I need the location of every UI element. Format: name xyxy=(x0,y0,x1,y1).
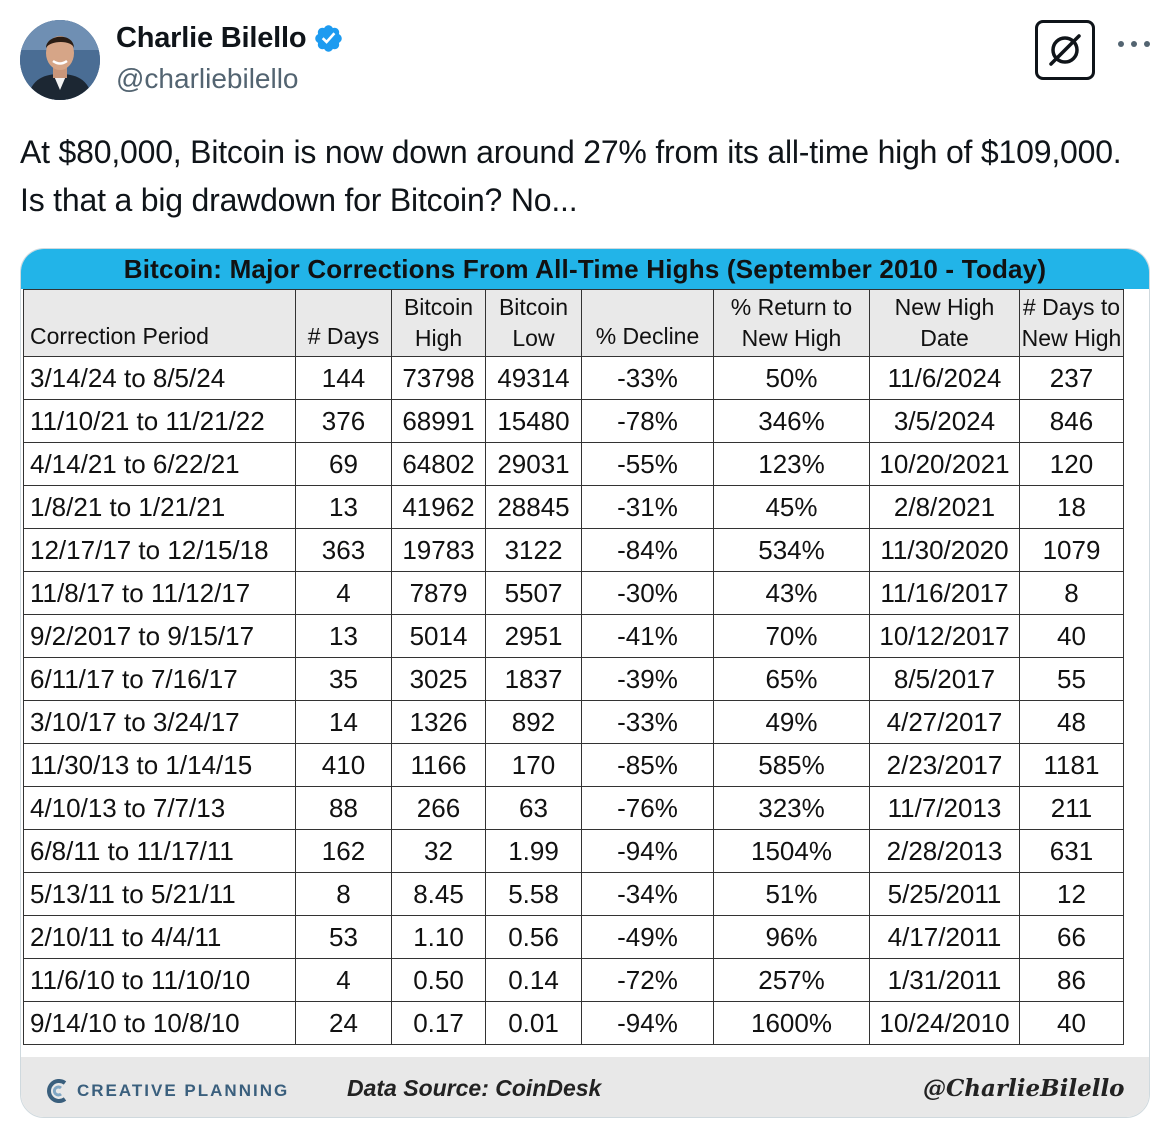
table-cell: 48 xyxy=(1020,701,1124,744)
table-cell: 346% xyxy=(714,400,870,443)
table-cell: 2/28/2013 xyxy=(870,830,1020,873)
table-cell: -30% xyxy=(582,572,714,615)
table-cell: 66 xyxy=(1020,916,1124,959)
column-header: # Days to New High xyxy=(1020,290,1124,357)
table-cell: 35 xyxy=(296,658,392,701)
table-cell: 323% xyxy=(714,787,870,830)
table-cell: 8.45 xyxy=(392,873,486,916)
column-header: Correction Period xyxy=(24,290,296,357)
table-cell: 0.01 xyxy=(486,1002,582,1045)
table-cell: 8 xyxy=(296,873,392,916)
table-cell: 5014 xyxy=(392,615,486,658)
table-cell: 162 xyxy=(296,830,392,873)
table-cell: 14 xyxy=(296,701,392,744)
table-footer xyxy=(21,1057,1149,1118)
table-cell: 631 xyxy=(1020,830,1124,873)
table-cell: 1079 xyxy=(1020,529,1124,572)
creative-planning-logo xyxy=(47,1079,289,1103)
table-row xyxy=(24,701,1124,744)
table-cell: 8 xyxy=(1020,572,1124,615)
person-avatar-icon xyxy=(20,20,100,100)
table-cell: 50% xyxy=(714,357,870,400)
table-cell: 41962 xyxy=(392,486,486,529)
table-cell: 4 xyxy=(296,572,392,615)
table-row xyxy=(24,830,1124,873)
table-cell: 257% xyxy=(714,959,870,1002)
table-cell: 55 xyxy=(1020,658,1124,701)
column-header: Bitcoin High xyxy=(392,290,486,357)
table-row xyxy=(24,443,1124,486)
table-cell: 8/5/2017 xyxy=(870,658,1020,701)
table-cell: 11/30/2020 xyxy=(870,529,1020,572)
table-cell: 70% xyxy=(714,615,870,658)
table-cell: 120 xyxy=(1020,443,1124,486)
table-row xyxy=(24,658,1124,701)
table-cell: 237 xyxy=(1020,357,1124,400)
table-row xyxy=(24,357,1124,400)
table-cell: 11/30/13 to 1/14/15 xyxy=(24,744,296,787)
table-cell: 846 xyxy=(1020,400,1124,443)
table-cell: 5.58 xyxy=(486,873,582,916)
table-cell: 170 xyxy=(486,744,582,787)
table-cell: 73798 xyxy=(392,357,486,400)
table-cell: 1837 xyxy=(486,658,582,701)
table-cell: 1600% xyxy=(714,1002,870,1045)
table-cell: 1.99 xyxy=(486,830,582,873)
table-cell: 43% xyxy=(714,572,870,615)
table-cell: 18 xyxy=(1020,486,1124,529)
table-cell: 144 xyxy=(296,357,392,400)
table-cell: 24 xyxy=(296,1002,392,1045)
table-cell: -85% xyxy=(582,744,714,787)
table-row xyxy=(24,959,1124,1002)
table-cell: 2/8/2021 xyxy=(870,486,1020,529)
table-cell: 45% xyxy=(714,486,870,529)
table-cell: 2/10/11 to 4/4/11 xyxy=(24,916,296,959)
table-cell: 9/14/10 to 10/8/10 xyxy=(24,1002,296,1045)
table-cell: 96% xyxy=(714,916,870,959)
table-cell: 11/7/2013 xyxy=(870,787,1020,830)
author-name-text[interactable]: Charlie Bilello xyxy=(116,22,307,54)
table-cell: 88 xyxy=(296,787,392,830)
table-cell: 2951 xyxy=(486,615,582,658)
table-cell: 3/5/2024 xyxy=(870,400,1020,443)
table-cell: 63 xyxy=(486,787,582,830)
table-cell: 9/2/2017 to 9/15/17 xyxy=(24,615,296,658)
data-source-label: Data Source: CoinDesk xyxy=(347,1075,602,1101)
footer-handle: @CharlieBilello xyxy=(923,1075,1125,1102)
table-cell: -94% xyxy=(582,830,714,873)
table-cell: 40 xyxy=(1020,1002,1124,1045)
table-cell: 266 xyxy=(392,787,486,830)
table-cell: 4/14/21 to 6/22/21 xyxy=(24,443,296,486)
table-cell: 11/16/2017 xyxy=(870,572,1020,615)
more-options-icon xyxy=(1116,39,1152,49)
table-cell: -33% xyxy=(582,701,714,744)
table-cell: 3/14/24 to 8/5/24 xyxy=(24,357,296,400)
table-cell: -39% xyxy=(582,658,714,701)
table-row xyxy=(24,1002,1124,1045)
grok-button[interactable] xyxy=(1035,20,1095,80)
table-cell: 1.10 xyxy=(392,916,486,959)
table-cell: -55% xyxy=(582,443,714,486)
creative-planning-logo-icon xyxy=(47,1079,69,1103)
table-cell: 11/8/17 to 11/12/17 xyxy=(24,572,296,615)
table-header-row xyxy=(24,290,1124,357)
table-cell: 51% xyxy=(714,873,870,916)
table-cell: 32 xyxy=(392,830,486,873)
table-cell: 3025 xyxy=(392,658,486,701)
table-row xyxy=(24,873,1124,916)
table-cell: 64802 xyxy=(392,443,486,486)
table-cell: 19783 xyxy=(392,529,486,572)
table-cell: 1181 xyxy=(1020,744,1124,787)
table-cell: 0.14 xyxy=(486,959,582,1002)
tweet-media-image[interactable] xyxy=(20,248,1150,1118)
table-cell: 13 xyxy=(296,615,392,658)
table-cell: 10/20/2021 xyxy=(870,443,1020,486)
table-cell: 49% xyxy=(714,701,870,744)
table-row xyxy=(24,529,1124,572)
column-header: # Days xyxy=(296,290,392,357)
table-cell: 410 xyxy=(296,744,392,787)
table-cell: 6/11/17 to 7/16/17 xyxy=(24,658,296,701)
table-cell: 376 xyxy=(296,400,392,443)
table-cell: 29031 xyxy=(486,443,582,486)
table-cell: -31% xyxy=(582,486,714,529)
table-cell: 892 xyxy=(486,701,582,744)
logo-text: CREATIVE PLANNING xyxy=(77,1081,290,1100)
table-cell: 5/25/2011 xyxy=(870,873,1020,916)
table-cell: 6/8/11 to 11/17/11 xyxy=(24,830,296,873)
column-header: New High Date xyxy=(870,290,1020,357)
table-cell: 4/10/13 to 7/7/13 xyxy=(24,787,296,830)
table-cell: 12/17/17 to 12/15/18 xyxy=(24,529,296,572)
table-cell: 7879 xyxy=(392,572,486,615)
table-cell: 49314 xyxy=(486,357,582,400)
table-cell: 0.50 xyxy=(392,959,486,1002)
table-cell: -84% xyxy=(582,529,714,572)
table-cell: 534% xyxy=(714,529,870,572)
table-cell: 585% xyxy=(714,744,870,787)
table-row xyxy=(24,400,1124,443)
table-cell: 10/24/2010 xyxy=(870,1002,1020,1045)
table-cell: 86 xyxy=(1020,959,1124,1002)
table-cell: -76% xyxy=(582,787,714,830)
table-cell: 0.17 xyxy=(392,1002,486,1045)
table-cell: -41% xyxy=(582,615,714,658)
tweet-text: At $80,000, Bitcoin is now down around 27% from its all-time high of $109,000. Is that a big drawdown for Bitcoin? No... xyxy=(20,134,1122,218)
avatar[interactable] xyxy=(20,20,100,100)
table-cell: 5507 xyxy=(486,572,582,615)
column-header: % Decline xyxy=(582,290,714,357)
table-cell: 28845 xyxy=(486,486,582,529)
table-cell: 5/13/11 to 5/21/11 xyxy=(24,873,296,916)
author-name[interactable] xyxy=(116,22,344,55)
table-row xyxy=(24,787,1124,830)
table-cell: 68991 xyxy=(392,400,486,443)
table-cell: 363 xyxy=(296,529,392,572)
table-cell: 3122 xyxy=(486,529,582,572)
table-cell: 11/10/21 to 11/21/22 xyxy=(24,400,296,443)
table-cell: 11/6/2024 xyxy=(870,357,1020,400)
table-cell: 0.56 xyxy=(486,916,582,959)
column-header: % Return to New High xyxy=(714,290,870,357)
table-cell: 53 xyxy=(296,916,392,959)
table-cell: 65% xyxy=(714,658,870,701)
table-cell: 2/23/2017 xyxy=(870,744,1020,787)
grok-icon xyxy=(1045,30,1085,70)
table-cell: -34% xyxy=(582,873,714,916)
author-handle[interactable]: @charliebilello xyxy=(116,63,299,94)
table-cell: 4 xyxy=(296,959,392,1002)
table-cell: 123% xyxy=(714,443,870,486)
table-banner-title: Bitcoin: Major Corrections From All-Time Highs (September 2010 - Today) xyxy=(21,249,1149,289)
more-options-button[interactable] xyxy=(1112,24,1156,64)
table-cell: -94% xyxy=(582,1002,714,1045)
table-cell: -33% xyxy=(582,357,714,400)
table-row xyxy=(24,615,1124,658)
table-cell: -78% xyxy=(582,400,714,443)
table-cell: 15480 xyxy=(486,400,582,443)
table-cell: 1504% xyxy=(714,830,870,873)
table-cell: 3/10/17 to 3/24/17 xyxy=(24,701,296,744)
table-cell: 12 xyxy=(1020,873,1124,916)
table-cell: 211 xyxy=(1020,787,1124,830)
table-cell: -49% xyxy=(582,916,714,959)
table-cell: 13 xyxy=(296,486,392,529)
table-row xyxy=(24,744,1124,787)
table-cell: 4/27/2017 xyxy=(870,701,1020,744)
table-cell: 11/6/10 to 11/10/10 xyxy=(24,959,296,1002)
table-cell: 1/8/21 to 1/21/21 xyxy=(24,486,296,529)
table-cell: 1166 xyxy=(392,744,486,787)
table-row xyxy=(24,916,1124,959)
table-cell: 1326 xyxy=(392,701,486,744)
table-cell: 1/31/2011 xyxy=(870,959,1020,1002)
table-cell: 4/17/2011 xyxy=(870,916,1020,959)
table-cell: -72% xyxy=(582,959,714,1002)
table-row xyxy=(24,572,1124,615)
verified-badge-icon xyxy=(313,23,344,54)
table-cell: 10/12/2017 xyxy=(870,615,1020,658)
table-row xyxy=(24,486,1124,529)
table-cell: 40 xyxy=(1020,615,1124,658)
table-cell: 69 xyxy=(296,443,392,486)
corrections-table xyxy=(23,289,1124,1045)
column-header: Bitcoin Low xyxy=(486,290,582,357)
